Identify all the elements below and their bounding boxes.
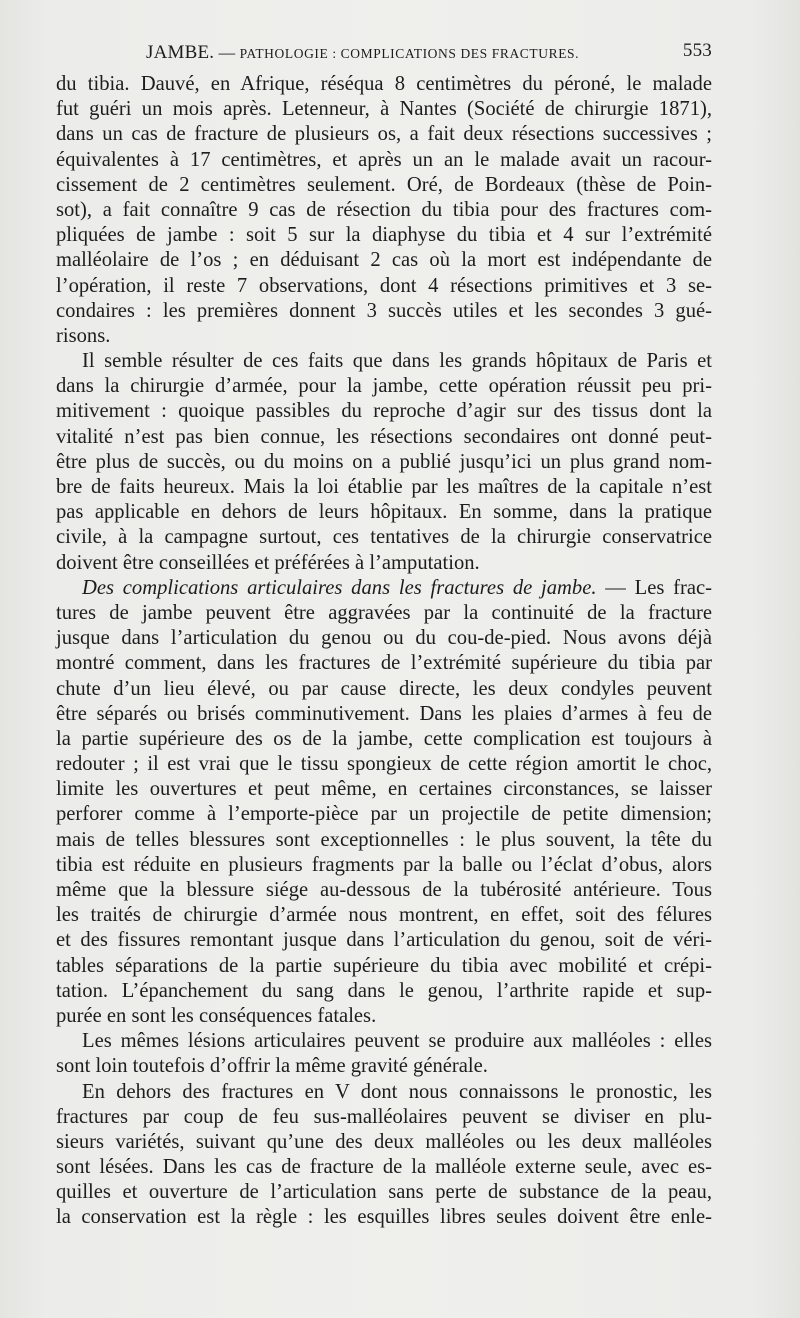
text-line: risons. (56, 324, 111, 347)
text-line: quilles et ouverture de l’articulation sans perte de substance de la peau, (56, 1181, 712, 1204)
text-line: condaires : les premières donnent 3 succès utiles et les secondes 3 gué- (56, 299, 712, 322)
text-line: tables séparations de la partie supérieure du tibia avec mobilité et crépi- (56, 954, 712, 977)
text-line: mais de telles blessures sont exceptionnelles : le plus souvent, la tête du (56, 828, 712, 851)
body-text (56, 72, 712, 1231)
text-line: redouter ; il est vrai que le tissu spongieux de cette région amortit le choc, (56, 753, 712, 776)
text-line: tures de jambe peuvent être aggravées par la continuité de la fracture (56, 601, 712, 624)
text-line: limite les ouvertures et peut même, en certaines circonstances, se laisser (56, 778, 712, 801)
text-line: tation. L’épanchement du sang dans le genou, l’arthrite rapide et sup- (56, 979, 712, 1002)
section-heading: Des complications articulaires dans les fractures de jambe. (82, 576, 597, 599)
text-line: équivalentes à 17 centimètres, et après un an le malade avait un racour- (56, 148, 712, 171)
text-line: fut guéri un mois après. Letenneur, à Nantes (Société de chirurgie 1871), (56, 98, 712, 121)
text-line: la conservation est la règle : les esquilles libres seules doivent être enle- (56, 1206, 712, 1229)
text-line: jusque dans l’articulation du genou ou du cou-de-pied. Nous avons déjà (56, 627, 712, 650)
running-head-dash: — (214, 43, 240, 62)
text-line: sont loin toutefois d’offrir la même gravité générale. (56, 1055, 488, 1078)
text-line: dans un cas de fracture de plusieurs os, a fait deux résections successives ; (56, 123, 712, 146)
text-line: chute d’un lieu élevé, ou par cause directe, les deux condyles peuvent (56, 677, 712, 700)
text-line: perforer comme à l’emporte-pièce par un projectile de petite dimension; (56, 803, 712, 826)
text-line: sot), a fait connaître 9 cas de résection du tibia pour des fractures com- (56, 198, 712, 221)
text-line: même que la blessure siége au-dessous de la tubérosité antérieure. Tous (56, 879, 712, 901)
section-heading-continuation: — Les frac- (596, 576, 712, 599)
text-line: du tibia. Dauvé, en Afrique, réséqua 8 centimètres du péroné, le malade (56, 73, 712, 95)
text-line: Les mêmes lésions articulaires peuvent se produire aux malléoles : elles (82, 1030, 712, 1053)
text-line: pliquées de jambe : soit 5 sur la diaphyse du tibia et 4 sur l’extrémité (56, 224, 712, 247)
text-line: la partie supérieure des os de la jambe, cette complication est toujours à (56, 727, 712, 750)
text-line: bre de faits heureux. Mais la loi établie par les maîtres de la capitale n’est (56, 476, 712, 498)
text-line: malléolaire de l’os ; en déduisant 2 cas où la mort est indépendante de (56, 249, 712, 272)
running-head-subtitle: PATHOLOGIE : COMPLICATIONS DES FRACTURES. (239, 46, 580, 61)
text-line: dans la chirurgie d’armée, pour la jambe, cette opération réussit peu pri- (56, 375, 712, 398)
text-line: les traités de chirurgie d’armée nous montrent, en effet, soit des félures (56, 904, 712, 927)
text-line: tibia est réduite en plusieurs fragments par la balle ou l’éclat d’obus, alors (56, 853, 712, 876)
text-line: civile, à la campagne surtout, ces tentatives de la chirurgie conservatrice (56, 526, 712, 549)
text-line: vitalité n’est pas bien connue, les résections secondaires ont donné peut- (56, 425, 712, 448)
text-line: l’opération, il reste 7 observations, dont 4 résections primitives et 3 se- (56, 274, 712, 297)
text-line: pas applicable en dehors de leurs hôpitaux. En somme, dans la pratique (56, 501, 712, 524)
text-line: En dehors des fractures en V dont nous connaissons le pronostic, les (82, 1080, 712, 1103)
text-line: être plus de succès, ou du moins on a publié jusqu’ici un plus grand nom- (56, 450, 712, 473)
text-line: mitivement : quoique passibles du reproche d’agir sur des tissus dont la (56, 400, 712, 423)
text-line: sont lésées. Dans les cas de fracture de la malléole externe seule, avec es- (56, 1156, 712, 1179)
text-line: être séparés ou brisés comminutivement. Dans les plaies d’armes à feu de (56, 702, 712, 725)
text-line: montré comment, dans les fractures de l’extrémité supérieure du tibia par (56, 652, 712, 675)
text-line: fractures par coup de feu sus-malléolaires peuvent se diviser en plu- (56, 1105, 712, 1128)
text-line: sieurs variétés, suivant qu’une des deux malléoles ou les deux malléoles (56, 1130, 712, 1153)
text-line: purée en sont les conséquences fatales. (56, 1004, 377, 1027)
text-line: cissement de 2 centimètres seulement. Oré, de Bordeaux (thèse de Poin- (56, 173, 712, 196)
text-line: Il semble résulter de ces faits que dans les grands hôpitaux de Paris et (82, 350, 712, 373)
section-heading-line (56, 576, 712, 601)
running-head-title: JAMBE. (146, 42, 215, 63)
running-head (146, 42, 579, 64)
text-line: doivent être conseillées et préférées à l’amputation. (56, 551, 480, 574)
text-line: et des fissures remontant jusque dans l’articulation du genou, soit de véri- (56, 929, 712, 952)
page-header (56, 38, 712, 68)
page-number: 553 (682, 40, 712, 61)
